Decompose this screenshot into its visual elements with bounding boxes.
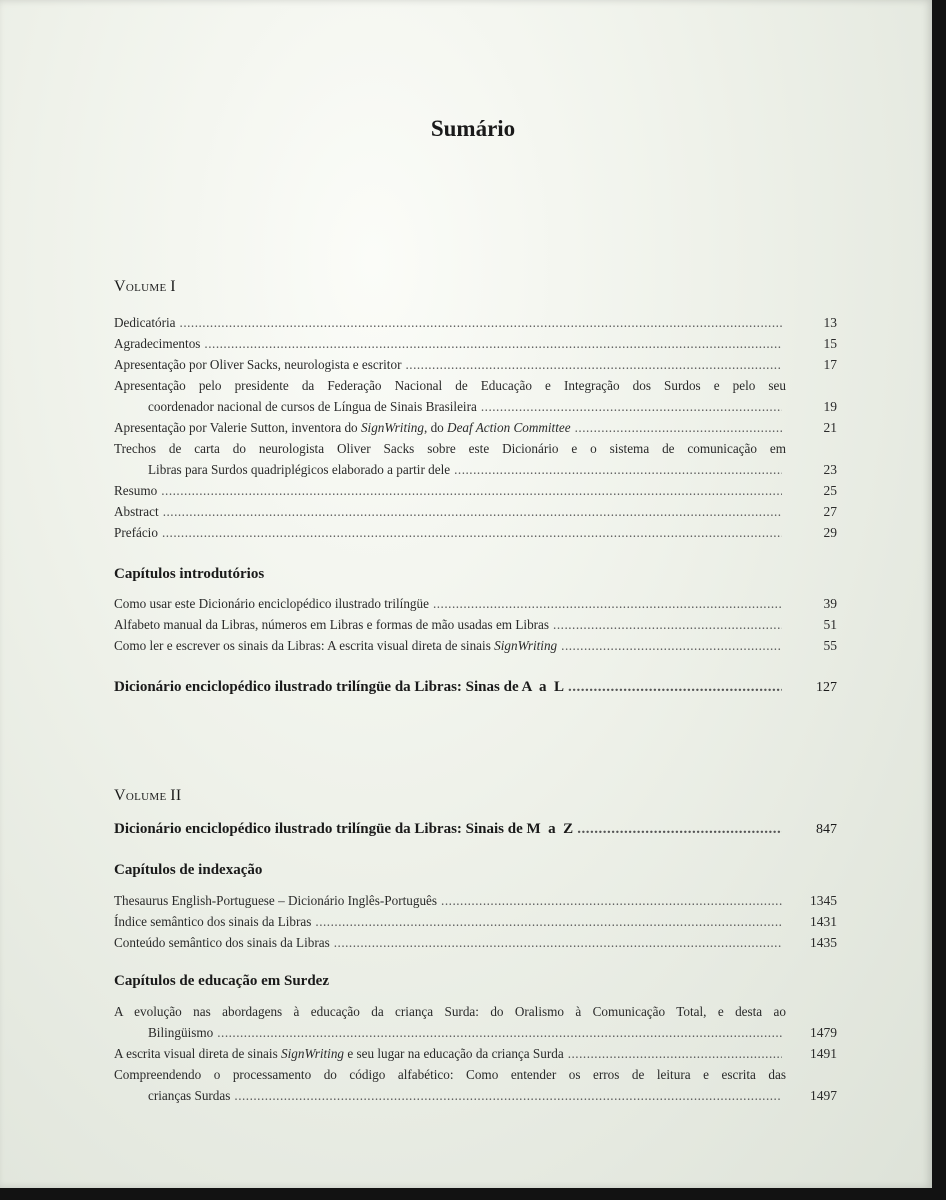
toc-entry-thesaurus[interactable]: Thesaurus English-Portuguese – Dicionário Inglês-Português ..... 1345 — [114, 890, 837, 911]
toc-entry-agradecimentos[interactable]: Agradecimentos ..... 15 — [114, 333, 837, 354]
volume-2-heading: Volume II — [114, 787, 182, 804]
toc-entry-como-ler[interactable]: Como ler e escrever os sinais da Libras: A escrita visual direta de sinais SignWriting ..... 55 — [114, 635, 837, 656]
toc-entry-como-usar[interactable]: Como usar este Dicionário enciclopédico ilustrado trilíngüe ..... 39 — [114, 593, 837, 614]
toc-entry-apresentacao-sacks[interactable]: Apresentação por Oliver Sacks, neurologista e escritor ..... 17 — [114, 354, 837, 375]
toc-entry-abstract[interactable]: Abstract ..... 27 — [114, 501, 837, 522]
toc-entry-dicionario-m-z[interactable]: Dicionário enciclopédico ilustrado trilíngüe da Libras: Sinais de M a Z ..... 847 — [114, 819, 837, 840]
toc-entry-apresentacao-sutton[interactable]: Apresentação por Valerie Sutton, inventora do SignWriting, do Deaf Action Committee ..... 21 — [114, 417, 837, 438]
page-title: Sumário — [430, 116, 516, 141]
section-heading-introdutorios: Capítulos introdutórios — [114, 566, 265, 582]
section-heading-indexacao: Capítulos de indexação — [114, 862, 263, 878]
toc-entry-processamento-codigo[interactable]: Compreendendo o processamento do código alfabético: Como entender os erros de leitura e escrita das crianças Surdas ..... 1497 — [114, 1064, 837, 1106]
volume-1-heading: Volume I — [114, 278, 176, 295]
toc-entry-dedicatoria[interactable]: Dedicatória ..... 13 — [114, 312, 837, 333]
toc-entry-escrita-visual[interactable]: A escrita visual direta de sinais SignWriting e seu lugar na educação da criança Surda ..... 1491 — [114, 1043, 837, 1064]
toc-entry-indice-semantico[interactable]: Índice semântico dos sinais da Libras ..... 1431 — [114, 911, 837, 932]
toc-entry-conteudo-semantico[interactable]: Conteúdo semântico dos sinais da Libras ..... 1435 — [114, 932, 837, 953]
toc-entry-prefacio[interactable]: Prefácio ..... 29 — [114, 522, 837, 543]
toc-entry-trechos-carta[interactable]: Trechos de carta do neurologista Oliver Sacks sobre este Dicionário e o sistema de comunicação em Libras para Surdos quadriplégicos elaborado a partir dele ..... 23 — [114, 438, 837, 480]
toc-entry-alfabeto[interactable]: Alfabeto manual da Libras, números em Libras e formas de mão usadas em Libras ..... 51 — [114, 614, 837, 635]
section-heading-educacao: Capítulos de educação em Surdez — [114, 973, 329, 989]
toc-entry-resumo[interactable]: Resumo ..... 25 — [114, 480, 837, 501]
toc-entry-dicionario-a-l[interactable]: Dicionário enciclopédico ilustrado trilíngüe da Libras: Sinas de A a L ..... 127 — [114, 677, 837, 698]
toc-entry-apresentacao-feneis[interactable]: Apresentação pelo presidente da Federação Nacional de Educação e Integração dos Surdos e pelo seu coordenador nacional de cursos de Língua de Sinais Brasileira ..... 19 — [114, 375, 837, 417]
toc-entry-evolucao-abordagens[interactable]: A evolução nas abordagens à educação da criança Surda: do Oralismo à Comunicação Total, e desta ao Bilingüismo ..... 1479 — [114, 1001, 837, 1043]
